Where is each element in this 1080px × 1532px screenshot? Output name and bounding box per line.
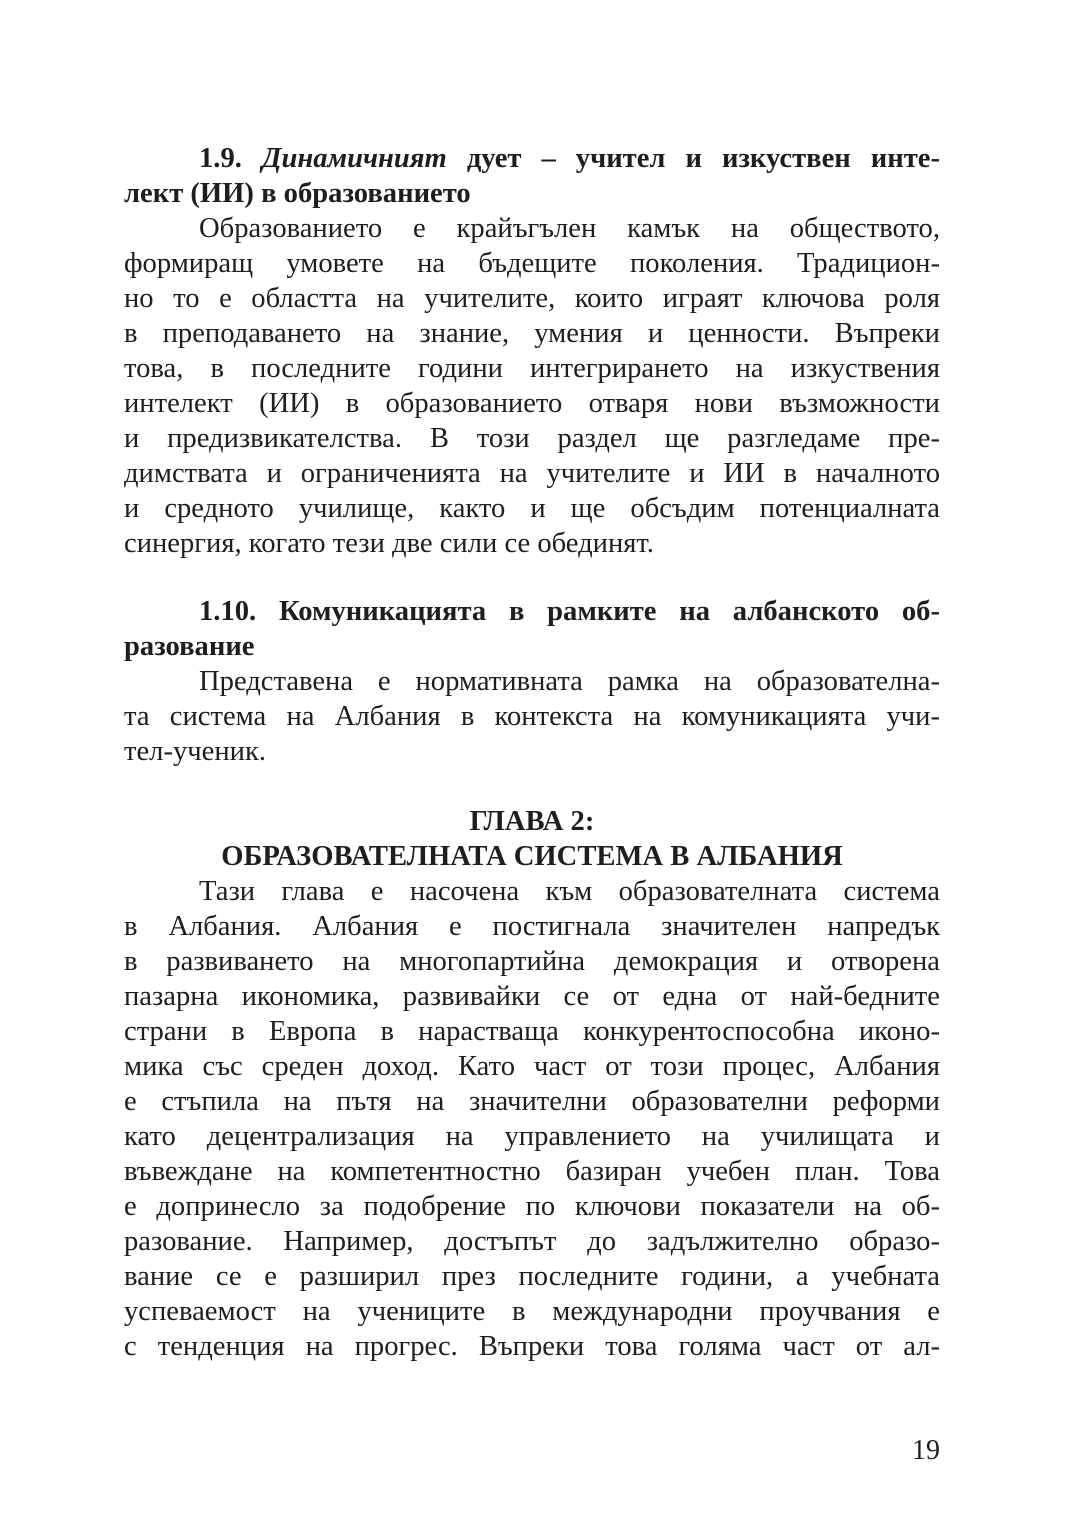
chapter-2-paragraph-line: като децентрализация на управлението на училищата и (124, 1121, 940, 1152)
chapter-2-paragraph-line: въвеждане на компетентностно базиран учебен план. Това (124, 1156, 940, 1187)
section-1-10-paragraph-line: Представена е нормативната рамка на образователна- (199, 666, 940, 697)
chapter-2-paragraph-line: мика със среден доход. Като част от този процес, Албания (124, 1051, 940, 1082)
section-1-9-paragraph-line: но то е областта на учителите, които играят ключова роля (124, 283, 940, 314)
section-1-9-paragraph-line: интелект (ИИ) в образованието отваря нови възможности (124, 388, 940, 419)
chapter-2-paragraph-line: с тенденция на прогрес. Въпреки това голяма част от ал- (124, 1331, 940, 1362)
section-1-9-paragraph-line: в преподаването на знание, умения и ценности. Въпреки (124, 318, 940, 349)
chapter-2-paragraph-line: е стъпила на пътя на значителни образователни реформи (124, 1086, 940, 1117)
chapter-2-paragraph-line: Тази глава е насочена към образователната система (199, 876, 940, 907)
chapter-2-paragraph-line: пазарна икономика, развивайки се от една от най-бедните (124, 981, 940, 1012)
chapter-2-paragraph-line: вание се е разширил през последните години, а учебната (124, 1261, 940, 1292)
chapter-2-title: ОБРАЗОВАТЕЛНАТА СИСТЕМА В АЛБАНИЯ (221, 841, 843, 872)
chapter-2-paragraph-line: страни в Европа в нарастваща конкурентоспособна иконо- (124, 1016, 940, 1047)
section-1-9-paragraph-line: и средното училище, както и ще обсъдим потенциалната (124, 493, 940, 524)
chapter-2-paragraph-line: в Албания. Албания е постигнала значителен напредък (124, 911, 940, 942)
chapter-2-paragraph-line: успеваемост на учениците в международни проучвания е (124, 1296, 940, 1327)
section-1-9-paragraph-line: синергия, когато тези две сили се обединят. (124, 528, 654, 559)
chapter-2-label: ГЛАВА 2: (469, 806, 595, 837)
chapter-2-paragraph-line: е допринесло за подобрение по ключови показатели на об- (124, 1191, 940, 1222)
chapter-2-paragraph-line: в развиването на многопартийна демокрация и отворена (124, 946, 940, 977)
section-1-9-number: 1.9. (199, 143, 242, 174)
section-1-9-paragraph-line: това, в последните години интегрирането на изкуствения (124, 353, 940, 384)
section-1-9-paragraph-line: Образованието е крайъгълен камък на обществото, (199, 213, 940, 244)
section-1-10-paragraph-line: тел-ученик. (124, 736, 266, 767)
page-number: 19 (912, 1435, 940, 1466)
section-1-10-heading-line-1: 1.10. Комуникацията в рамките на албанското об- (199, 596, 940, 627)
section-1-9-paragraph-line: димствата и ограниченията на учителите и ИИ в началното (124, 458, 940, 489)
chapter-2-paragraph-line: разование. Например, достъпът до задължително образо- (124, 1226, 940, 1257)
section-1-9-heading-rest: дует – учител и изкуствен инте- (466, 143, 940, 174)
section-1-9-paragraph-line: формиращ умовете на бъдещите поколения. Традицион- (124, 248, 940, 279)
section-1-9-heading-line-2: лект (ИИ) в образованието (124, 178, 471, 209)
section-1-9-heading-italic: Динамичният (261, 143, 447, 174)
section-1-10-paragraph-line: та система на Албания в контекста на комуникацията учи- (124, 701, 940, 732)
section-1-9-heading-line-1 (199, 142, 940, 177)
section-1-9-paragraph-line: и предизвикателства. В този раздел ще разгледаме пре- (124, 423, 940, 454)
section-1-10-heading-line-2: разование (124, 631, 255, 662)
